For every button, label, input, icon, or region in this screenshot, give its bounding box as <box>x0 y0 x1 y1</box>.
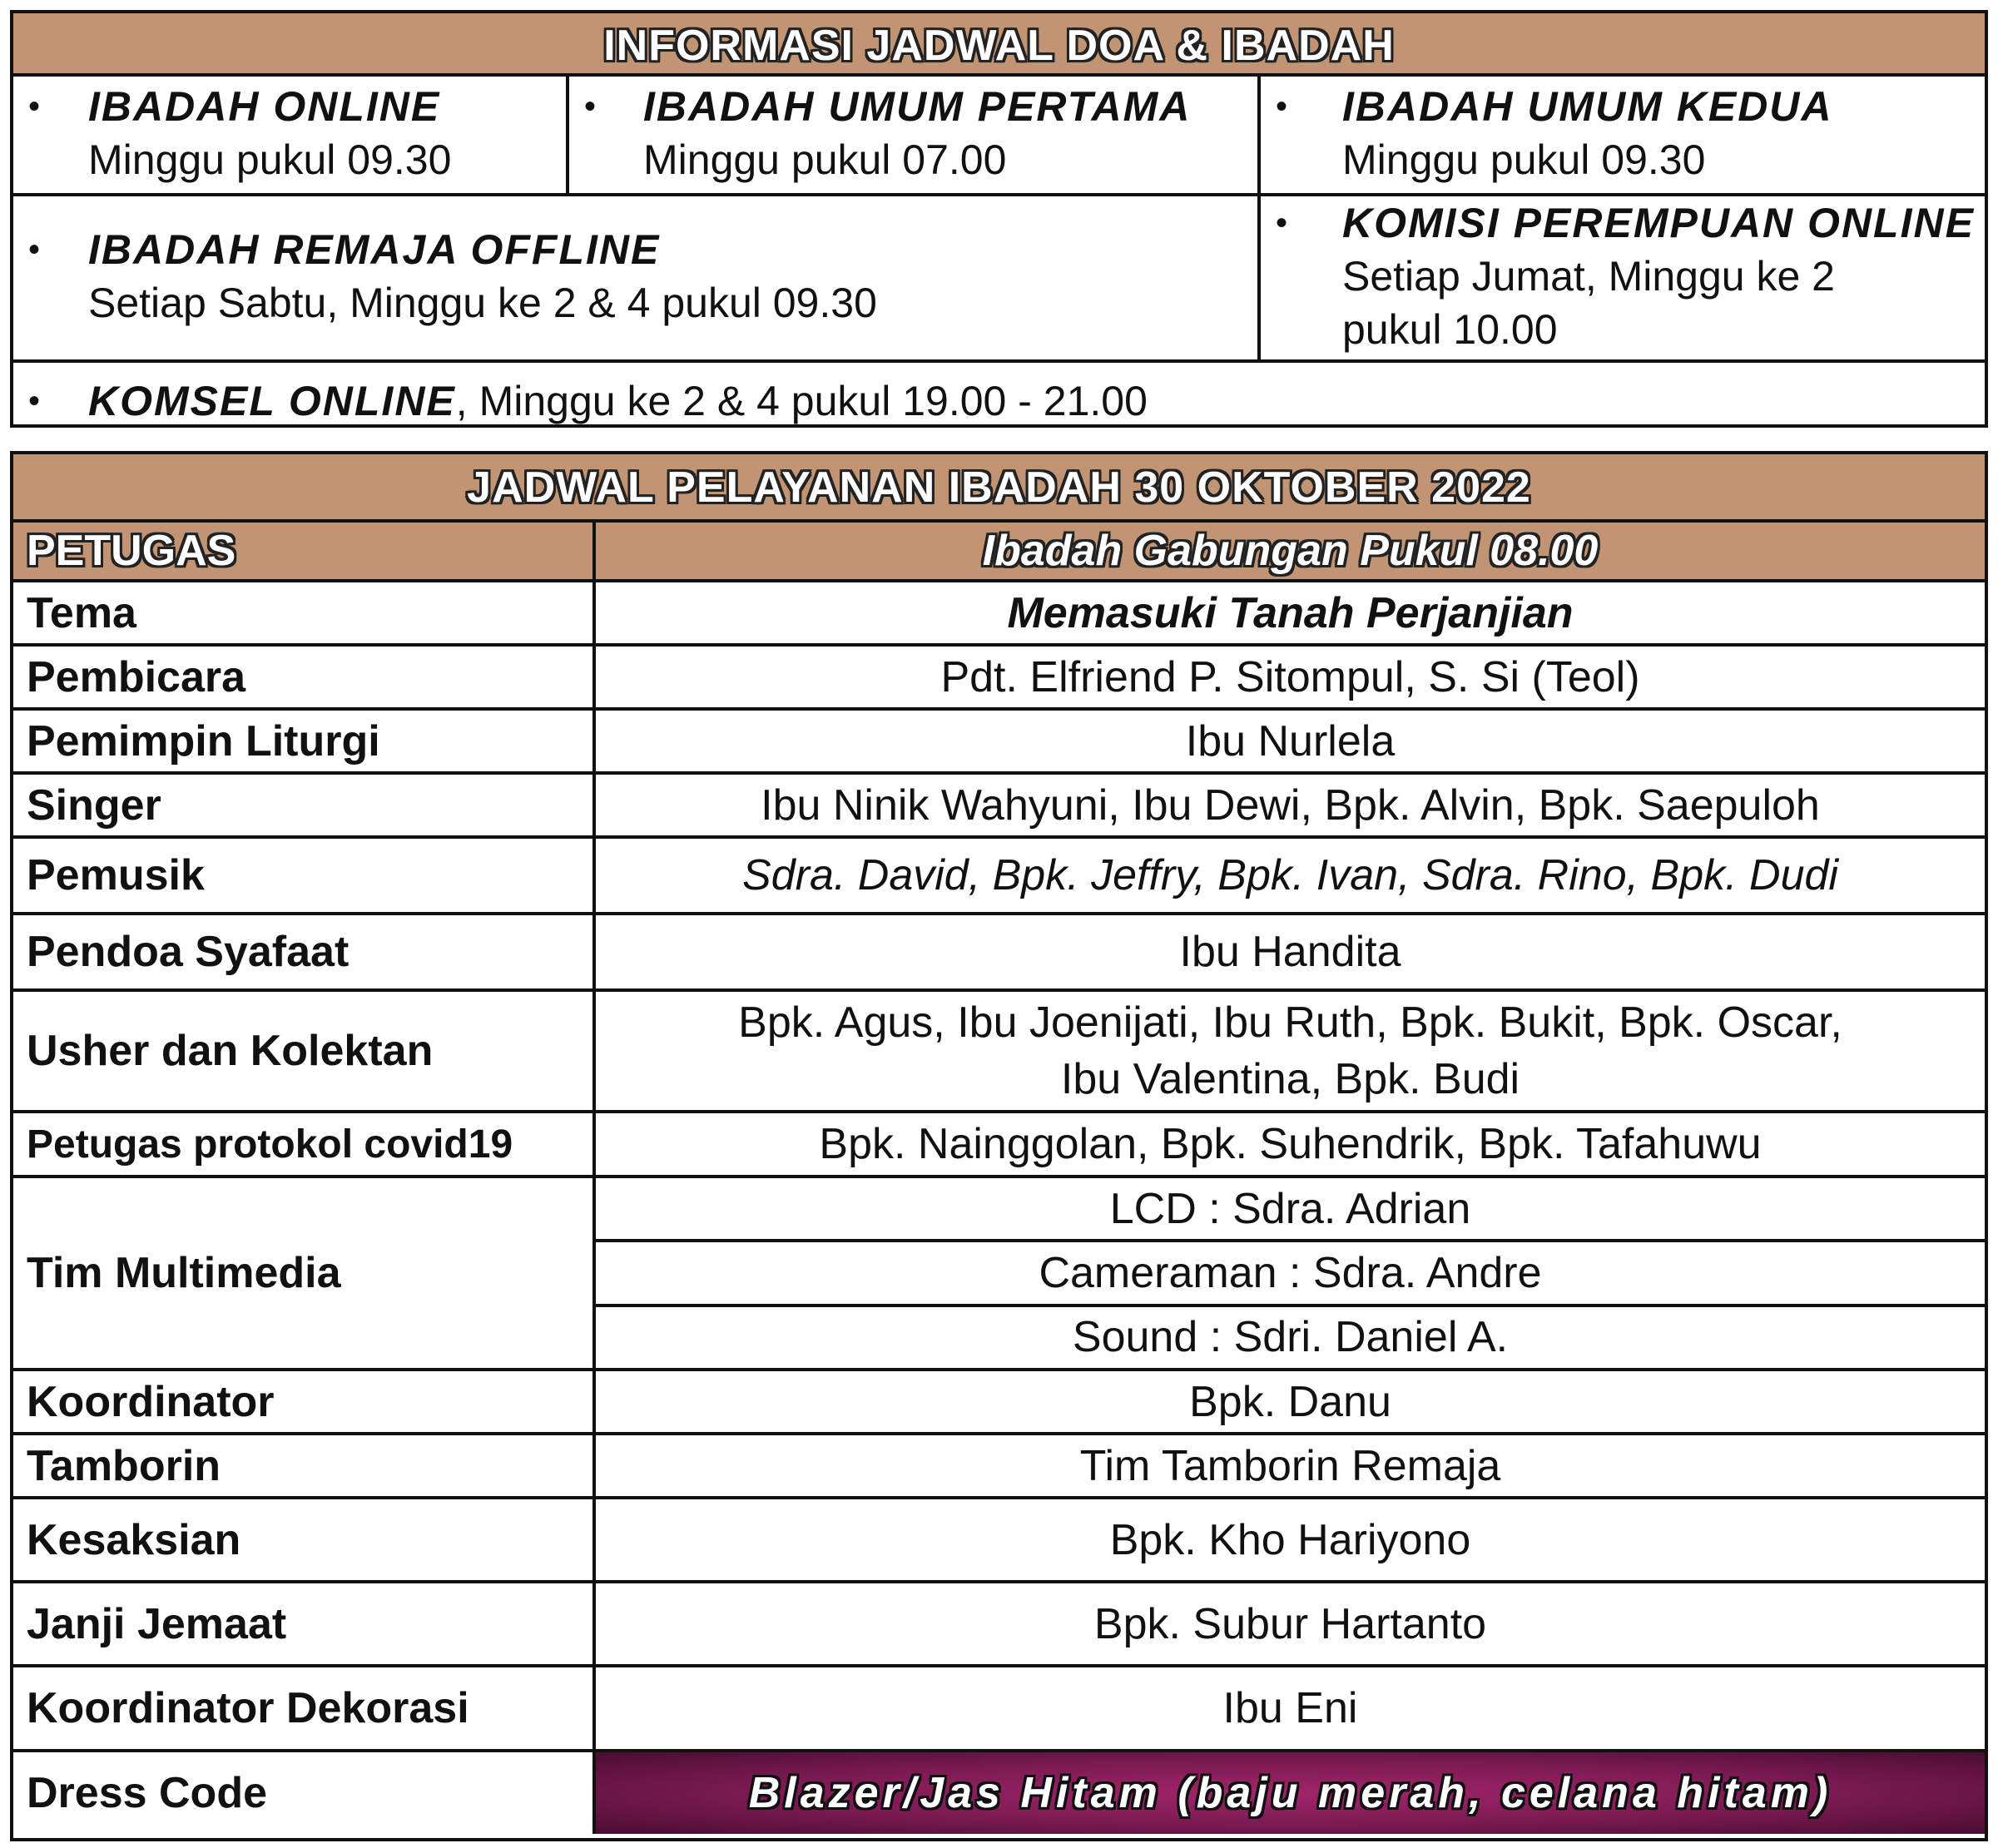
bullet-icon: • <box>1276 88 1288 125</box>
bullet-icon: • <box>28 383 41 419</box>
table-row <box>13 1580 1985 1664</box>
table-row <box>13 988 1985 1110</box>
row-value: Pdt. Elfriend P. Sitompul, S. Si (Teol) <box>940 652 1640 701</box>
bullet-icon: • <box>28 88 41 125</box>
row-value: Ibu Handita <box>1179 928 1401 976</box>
column-header-service: Ibadah Gabungan Pukul 08.00 <box>596 523 1985 579</box>
item-name: IBADAH UMUM KEDUA <box>1342 83 1833 130</box>
table-row <box>13 912 1985 988</box>
info-item-ibadah-umum-pertama <box>569 80 1257 191</box>
row-value: Bpk. Nainggolan, Bpk. Suhendrik, Bpk. Tafahuwu <box>819 1120 1762 1168</box>
row-value <box>596 992 1985 1110</box>
row-label: Tamborin <box>13 1435 596 1496</box>
row-value: Bpk. Subur Hartanto <box>1093 1599 1487 1648</box>
table-header-row <box>13 519 1985 579</box>
multimedia-lcd: LCD : Sdra. Adrian <box>1109 1184 1471 1233</box>
row-value: Tim Tamborin Remaja <box>1079 1441 1501 1490</box>
service-schedule-table <box>10 451 1988 1841</box>
item-name: IBADAH ONLINE <box>88 83 441 130</box>
row-value-group <box>596 1178 1985 1368</box>
table-row <box>13 1110 1985 1175</box>
row-label: Pembicara <box>13 647 596 707</box>
table-row <box>13 1368 1985 1432</box>
row-label: Pemimpin Liturgi <box>13 711 596 771</box>
table-row <box>13 1175 1985 1368</box>
column-header-petugas: PETUGAS <box>13 523 596 579</box>
table-row <box>13 771 1985 835</box>
info-item-ibadah-online <box>13 80 566 191</box>
item-name: IBADAH REMAJA OFFLINE <box>88 226 661 273</box>
table-row <box>13 835 1985 912</box>
row-value: Ibu Ninik Wahyuni, Ibu Dewi, Bpk. Alvin, Bpk. Saepuloh <box>761 780 1820 830</box>
info-item-ibadah-remaja-offline <box>13 223 1257 348</box>
item-detail: Setiap Jumat, Minggu ke 2 <box>1342 253 1835 300</box>
info-item-komsel-online <box>13 379 1985 426</box>
item-name: KOMSEL ONLINE <box>88 378 456 424</box>
row-value: Bpk. Danu <box>1189 1377 1391 1426</box>
table-row <box>13 1496 1985 1580</box>
multimedia-cameraman: Cameraman : Sdra. Andre <box>596 1239 1985 1303</box>
prayer-worship-info-box <box>10 10 1988 428</box>
table-row <box>13 1664 1985 1749</box>
item-name: KOMISI PEREMPUAN ONLINE <box>1342 200 1975 246</box>
row-value: Sdra. David, Bpk. Jeffry, Bpk. Ivan, Sdra. Rino, Bpk. Dudi <box>742 851 1838 899</box>
row-label: Singer <box>13 775 596 835</box>
row-value: Bpk. Kho Hariyono <box>1109 1515 1471 1564</box>
table-row <box>13 643 1985 707</box>
schedule-grid <box>13 519 1985 1834</box>
row-label: Pendoa Syafaat <box>13 915 596 988</box>
row-label: Janji Jemaat <box>13 1583 596 1664</box>
row-label: Dress Code <box>13 1752 596 1834</box>
bullet-icon: • <box>28 231 41 268</box>
item-detail: , Minggu ke 2 & 4 pukul 19.00 - 21.00 <box>455 378 1148 424</box>
row-value: Ibu Nurlela <box>1185 716 1396 765</box>
row-label: Koordinator Dekorasi <box>13 1667 596 1749</box>
row-label: Tema <box>13 582 596 643</box>
info-title: INFORMASI JADWAL DOA & IBADAH <box>13 13 1985 77</box>
table-row <box>13 1432 1985 1496</box>
row-label: Petugas protokol covid19 <box>13 1113 596 1175</box>
dress-code-value: Blazer/Jas Hitam (baju merah, celana hitam) <box>596 1752 1985 1834</box>
info-item-ibadah-umum-kedua <box>1261 80 1985 191</box>
multimedia-sound: Sound : Sdri. Daniel A. <box>596 1304 1985 1368</box>
item-name: IBADAH UMUM PERTAMA <box>643 83 1192 130</box>
table-row <box>13 707 1985 771</box>
bullet-icon: • <box>1276 205 1288 241</box>
row-value-line1: Bpk. Agus, Ibu Joenijati, Ibu Ruth, Bpk. Bukit, Bpk. Oscar, <box>738 998 1842 1047</box>
row-label: Pemusik <box>13 839 596 912</box>
row-label: Kesaksian <box>13 1499 596 1580</box>
row-label: Tim Multimedia <box>13 1178 596 1368</box>
divider <box>13 359 1985 363</box>
row-value-line2: Ibu Valentina, Bpk. Budi <box>1060 1055 1520 1103</box>
item-detail: Minggu pukul 09.30 <box>1342 136 1706 183</box>
item-detail: Minggu pukul 07.00 <box>643 136 1007 183</box>
table-row-dress-code <box>13 1749 1985 1834</box>
row-label: Usher dan Kolektan <box>13 992 596 1110</box>
item-detail: Setiap Sabtu, Minggu ke 2 & 4 pukul 09.30 <box>88 280 877 326</box>
table-row <box>13 579 1985 643</box>
bullet-icon: • <box>584 88 597 125</box>
row-value: Memasuki Tanah Perjanjian <box>1007 588 1574 637</box>
info-item-komisi-perempuan-online <box>1261 196 1985 358</box>
schedule-title: JADWAL PELAYANAN IBADAH 30 OKTOBER 2022 <box>13 454 1985 519</box>
row-value: Ibu Eni <box>1222 1684 1358 1732</box>
item-detail-line2: pukul 10.00 <box>1342 306 1558 353</box>
row-label: Koordinator <box>13 1371 596 1432</box>
item-detail: Minggu pukul 09.30 <box>88 136 452 183</box>
